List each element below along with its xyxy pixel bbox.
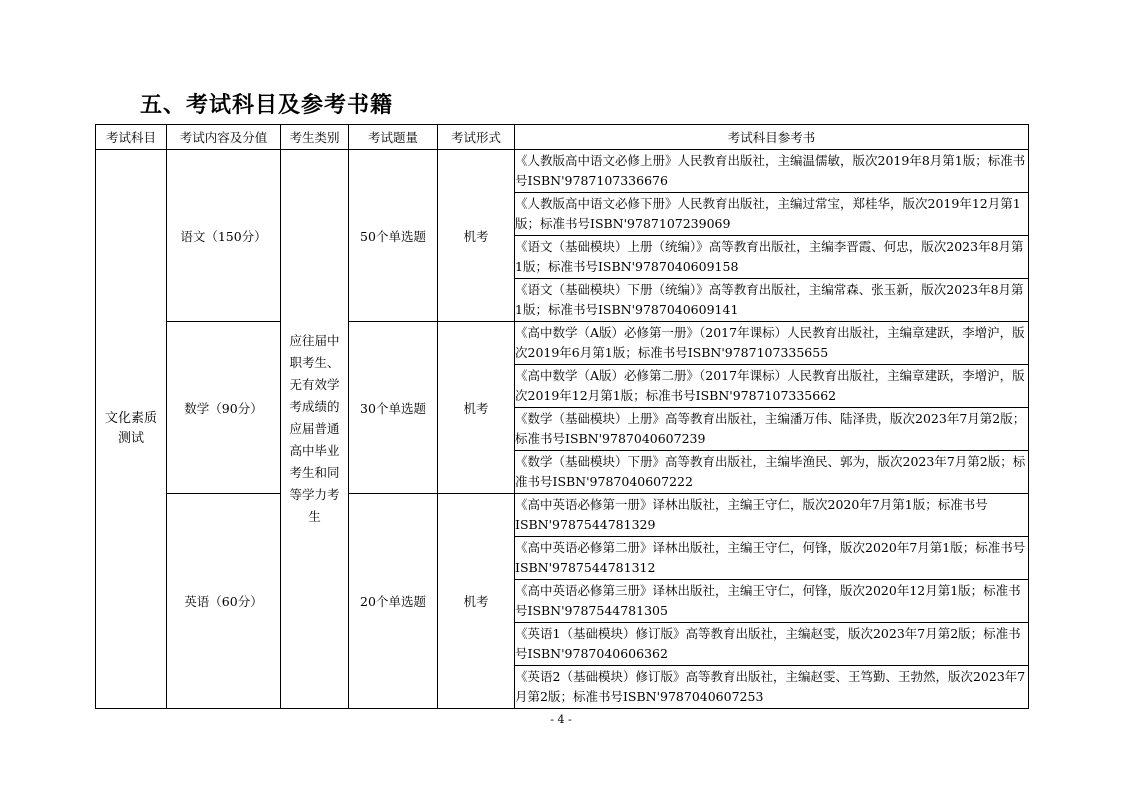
- exam-table: [95, 124, 1029, 709]
- book-cell: 《英语1（基础模块）修订版》高等教育出版社，主编赵雯，版次2023年7月第2版；标准书号ISBN'9787040606362: [515, 623, 1029, 666]
- book-cell: 《高中英语必修第二册》译林出版社，主编王守仁，何锋，版次2020年7月第1版；标准书号ISBN'9787544781312: [515, 537, 1029, 580]
- book-cell: 《英语2（基础模块）修订版》高等教育出版社，主编赵雯、王笃勤、王勃然，版次2023年7月第2版；标准书号ISBN'9787040607253: [515, 666, 1029, 709]
- book-cell: 《高中英语必修第三册》译林出版社，主编王守仁，何锋，版次2020年12月第1版；标准书号ISBN'9787544781305: [515, 580, 1029, 623]
- book-cell: 《数学（基础模块）下册》高等教育出版社，主编毕渔民、郭为，版次2023年7月第2版；标准书号ISBN'9787040607222: [515, 451, 1029, 494]
- header-category: 考生类别: [281, 125, 349, 150]
- header-row: [96, 125, 1029, 150]
- header-books: 考试科目参考书: [515, 125, 1029, 150]
- header-content: 考试内容及分值: [167, 125, 281, 150]
- content-cell-chinese: 语文（150分）: [167, 150, 281, 322]
- page-number: - 4 -: [550, 713, 572, 726]
- form-cell-chinese: 机考: [438, 150, 515, 322]
- table-row: [96, 494, 1029, 537]
- table-row: [96, 322, 1029, 365]
- form-cell-math: 机考: [438, 322, 515, 494]
- book-cell: 《高中数学（A版）必修第一册》（2017年课标）人民教育出版社，主编章建跃，李增沪，版次2019年6月第1版；标准书号ISBN'9787107335655: [515, 322, 1029, 365]
- count-cell-math: 30个单选题: [349, 322, 438, 494]
- count-cell-english: 20个单选题: [349, 494, 438, 709]
- subject-cell: [96, 150, 167, 709]
- book-cell: 《高中英语必修第一册》译林出版社，主编王守仁，版次2020年7月第1版；标准书号ISBN'9787544781329: [515, 494, 1029, 537]
- book-cell: 《人教版高中语文必修上册》人民教育出版社，主编温儒敏，版次2019年8月第1版；标准书号ISBN'9787107336676: [515, 150, 1029, 193]
- book-cell: 《语文（基础模块）上册（统编）》高等教育出版社，主编李晋霞、何忠，版次2023年8月第1版；标准书号ISBN'9787040609158: [515, 236, 1029, 279]
- content-cell-math: 数学（90分）: [167, 322, 281, 494]
- subject-name: 文化素质测试: [104, 410, 157, 446]
- count-cell-chinese: 50个单选题: [349, 150, 438, 322]
- header-count: 考试题量: [349, 125, 438, 150]
- header-subject: 考试科目: [96, 125, 167, 150]
- book-cell: 《语文（基础模块）下册（统编）》高等教育出版社，主编常森、张玉新，版次2023年8月第1版；标准书号ISBN'9787040609141: [515, 279, 1029, 322]
- header-form: 考试形式: [438, 125, 515, 150]
- table-row: [96, 150, 1029, 193]
- content-cell-english: 英语（60分）: [167, 494, 281, 709]
- book-cell: 《人教版高中语文必修下册》人民教育出版社，主编过常宝，郑桂华，版次2019年12月第1版；标准书号ISBN'9787107239069: [515, 193, 1029, 236]
- book-cell: 《高中数学（A版）必修第二册》（2017年课标）人民教育出版社，主编章建跃，李增沪，版次2019年12月第1版；标准书号ISBN'9787107335662: [515, 365, 1029, 408]
- book-cell: 《数学（基础模块）上册》高等教育出版社，主编潘万伟、陆泽贵，版次2023年7月第2版；标准书号ISBN'9787040607239: [515, 408, 1029, 451]
- candidate-category: 应往届中职考生、无有效学考成绩的应届普通高中毕业考生和同等学力考生: [289, 333, 340, 524]
- form-cell-english: 机考: [438, 494, 515, 709]
- section-title: 五、考试科目及参考书籍: [140, 93, 394, 118]
- category-cell: [281, 150, 349, 709]
